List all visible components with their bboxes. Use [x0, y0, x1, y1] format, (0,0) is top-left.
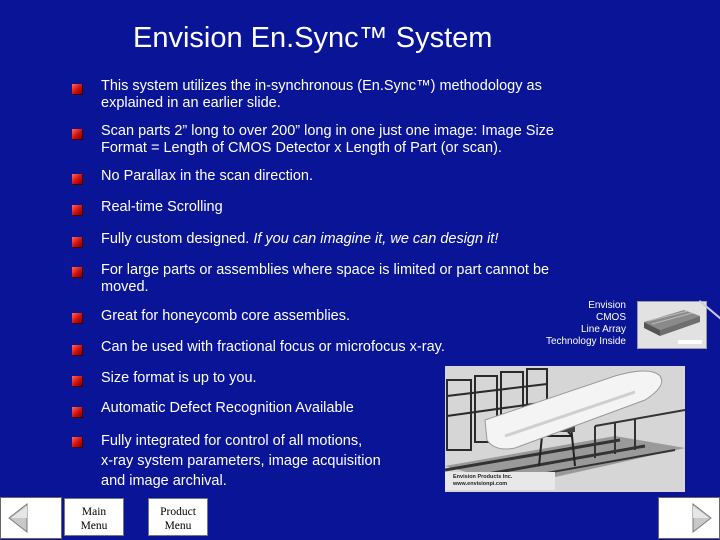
- bullet-line: Format = Length of CMOS Detector x Length of Part (or scan).: [101, 140, 502, 156]
- bullet-text: [101, 78, 542, 112]
- caption-line: Technology Inside: [545, 336, 626, 347]
- cmos-caption: [530, 300, 626, 348]
- caption-line: Envision: [588, 300, 626, 311]
- main-menu-label: Main: [81, 506, 107, 518]
- bullet-marker: [72, 376, 82, 386]
- product-menu-label: Menu: [164, 520, 192, 532]
- render-label-line: www.envisionpi.com: [453, 481, 508, 487]
- bullet-text: [101, 168, 313, 185]
- bullet-marker: [72, 174, 82, 184]
- bullet-marker: [72, 345, 82, 355]
- bullet-text: [101, 400, 354, 417]
- bullet-text: [101, 308, 350, 325]
- bullet-line: For large parts or assemblies where space is limited or part cannot be: [101, 262, 550, 278]
- bullet-line: and image archival.: [101, 473, 227, 489]
- bullet-text: [101, 199, 223, 216]
- bullet-text: [101, 262, 549, 296]
- bullet-line: Real-time Scrolling: [101, 199, 223, 215]
- previous-slide-button[interactable]: [0, 497, 62, 539]
- bullet-line: Size format is up to you.: [101, 370, 257, 386]
- bullet-text: [101, 231, 498, 248]
- bullet-marker: [72, 267, 82, 277]
- bullet-line: Automatic Defect Recognition Available: [101, 400, 354, 416]
- bullet-line: Scan parts 2” long to over 200” long in one just one image: Image Size: [101, 123, 554, 139]
- product-menu-label: Product: [160, 506, 196, 518]
- bullet-line: This system utilizes the in-synchronous (En.Sync™) methodology as: [101, 78, 542, 94]
- main-menu-button[interactable]: [64, 498, 124, 536]
- bullet-marker: [72, 129, 82, 139]
- bullet-line: explained in an earlier slide.: [101, 95, 281, 111]
- bullet-line: x-ray system parameters, image acquisition: [101, 453, 381, 469]
- arrow-right-icon: [659, 498, 719, 538]
- bullet-plain-text: Fully custom designed.: [101, 231, 254, 247]
- main-menu-label: Menu: [80, 520, 108, 532]
- bullet-line: Great for honeycomb core assemblies.: [101, 308, 351, 324]
- slide-title: Envision En.Sync™ System: [133, 22, 493, 54]
- bullet-text: [101, 123, 554, 157]
- caption-line: CMOS: [596, 312, 626, 323]
- bullet-line: moved.: [101, 279, 149, 295]
- bullet-marker: [72, 313, 82, 323]
- arrow-left-icon: [1, 498, 61, 538]
- bullet-marker: [72, 84, 82, 94]
- render-label-line: Envision Products Inc.: [453, 474, 513, 480]
- bullet-marker: [72, 437, 82, 447]
- bullet-line: Can be used with fractional focus or microfocus x-ray.: [101, 339, 445, 355]
- system-render-image: [445, 366, 685, 492]
- bullet-marker: [72, 407, 82, 417]
- bullet-text: [101, 431, 381, 491]
- bullet-line: Fully integrated for control of all motions,: [101, 433, 363, 449]
- bullet-marker: [72, 237, 82, 247]
- product-menu-button[interactable]: [148, 498, 208, 536]
- bullet-line: No Parallax in the scan direction.: [101, 168, 313, 184]
- bullet-text: [101, 370, 257, 387]
- next-slide-button[interactable]: [658, 497, 720, 539]
- bullet-italic-text: If you can imagine it, we can design it!: [253, 231, 499, 247]
- caption-line: Line Array: [580, 324, 626, 335]
- cmos-detector-image: [637, 301, 707, 349]
- bullet-marker: [72, 205, 82, 215]
- render-label: [453, 474, 512, 488]
- bullet-text: [101, 339, 445, 356]
